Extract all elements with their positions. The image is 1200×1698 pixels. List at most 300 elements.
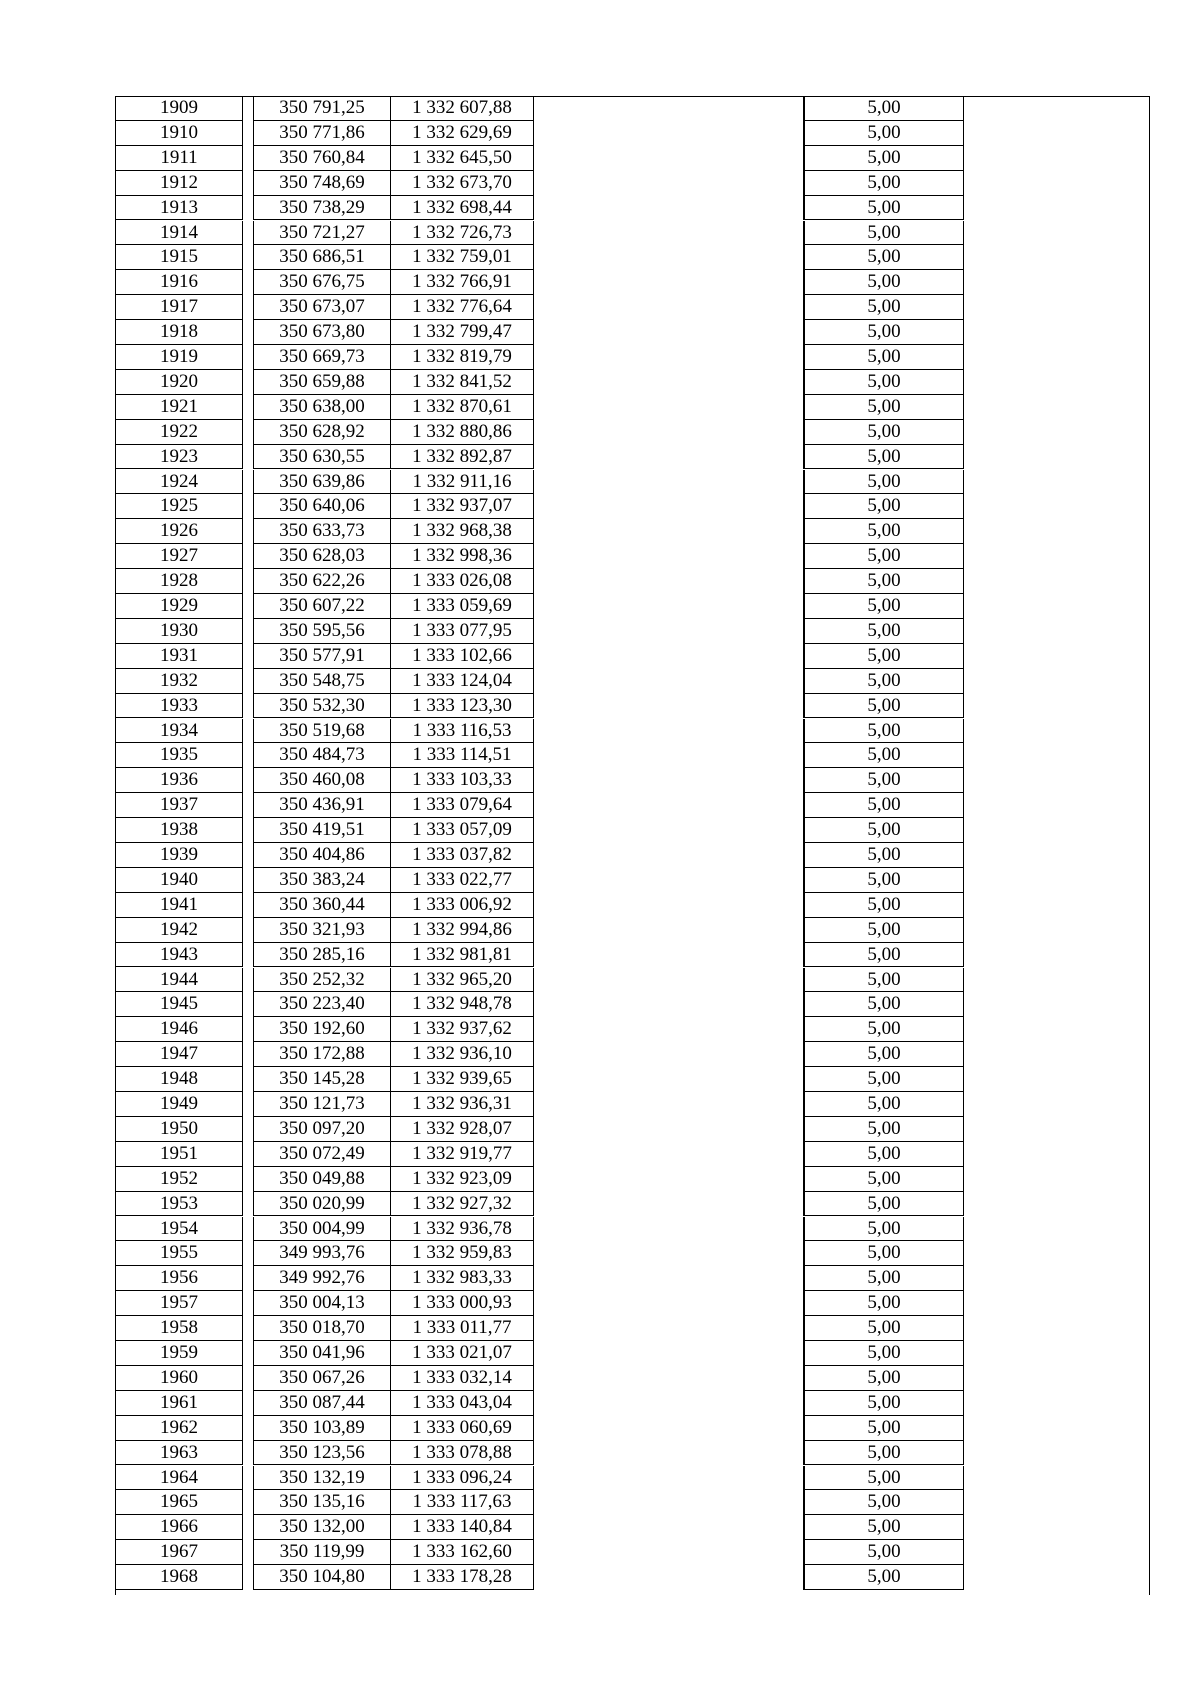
point-number-cell: 1930: [115, 619, 243, 644]
x-coordinate-cell: 350 791,25: [253, 96, 391, 121]
trailing-empty-cell: [964, 768, 1149, 793]
y-coordinate-cell: 1 333 140,84: [391, 1515, 534, 1540]
x-coordinate-cell: 350 223,40: [253, 992, 391, 1017]
trailing-empty-cell: [964, 146, 1149, 171]
trailing-empty-cell: [964, 1416, 1149, 1441]
value-cell: 5,00: [804, 868, 964, 893]
x-coordinate-cell: 350 097,20: [253, 1117, 391, 1142]
value-cell: 5,00: [804, 395, 964, 420]
trailing-empty-cell: [964, 843, 1149, 868]
value-cell: 5,00: [804, 1515, 964, 1540]
point-number-cell: 1958: [115, 1316, 243, 1341]
y-coordinate-cell: 1 332 939,65: [391, 1067, 534, 1092]
y-coordinate-cell: 1 332 928,07: [391, 1117, 534, 1142]
y-coordinate-cell: 1 332 698,44: [391, 196, 534, 221]
x-coordinate-cell: 350 145,28: [253, 1067, 391, 1092]
x-coordinate-cell: 350 119,99: [253, 1540, 391, 1565]
x-coordinate-cell: 350 460,08: [253, 768, 391, 793]
point-number-cell: 1922: [115, 420, 243, 445]
point-number-cell: 1920: [115, 370, 243, 395]
empty-cell: [534, 345, 804, 370]
table-row: [115, 793, 1149, 818]
y-coordinate-cell: 1 333 043,04: [391, 1391, 534, 1416]
table-row: [115, 345, 1149, 370]
point-number-cell: 1943: [115, 943, 243, 968]
empty-cell: [534, 221, 804, 246]
x-coordinate-cell: 350 673,80: [253, 320, 391, 345]
point-number-cell: 1945: [115, 992, 243, 1017]
x-coordinate-cell: 350 676,75: [253, 270, 391, 295]
x-coordinate-cell: 350 004,99: [253, 1217, 391, 1242]
empty-cell: [534, 918, 804, 943]
y-coordinate-cell: 1 333 124,04: [391, 669, 534, 694]
value-cell: 5,00: [804, 445, 964, 470]
table-row: [115, 1341, 1149, 1366]
trailing-empty-cell: [964, 569, 1149, 594]
empty-cell: [534, 1540, 804, 1565]
y-coordinate-cell: 1 333 026,08: [391, 569, 534, 594]
x-coordinate-cell: 350 639,86: [253, 470, 391, 495]
table-row: [115, 270, 1149, 295]
y-coordinate-cell: 1 332 983,33: [391, 1266, 534, 1291]
x-coordinate-cell: 350 121,73: [253, 1092, 391, 1117]
y-coordinate-cell: 1 332 819,79: [391, 345, 534, 370]
table-row: [115, 1316, 1149, 1341]
y-coordinate-cell: 1 333 178,28: [391, 1565, 534, 1590]
empty-cell: [534, 943, 804, 968]
trailing-empty-cell: [964, 494, 1149, 519]
value-cell: 5,00: [804, 345, 964, 370]
table-row: [115, 694, 1149, 719]
y-coordinate-cell: 1 332 892,87: [391, 445, 534, 470]
point-number-cell: 1912: [115, 171, 243, 196]
point-number-cell: 1965: [115, 1490, 243, 1515]
value-cell: 5,00: [804, 1142, 964, 1167]
value-cell: 5,00: [804, 1017, 964, 1042]
empty-cell: [534, 470, 804, 495]
trailing-empty-cell: [964, 245, 1149, 270]
trailing-empty-cell: [964, 818, 1149, 843]
y-coordinate-cell: 1 332 998,36: [391, 544, 534, 569]
empty-cell: [534, 992, 804, 1017]
value-cell: 5,00: [804, 1241, 964, 1266]
y-coordinate-cell: 1 332 673,70: [391, 171, 534, 196]
point-number-cell: 1948: [115, 1067, 243, 1092]
trailing-empty-cell: [964, 743, 1149, 768]
point-number-cell: 1953: [115, 1192, 243, 1217]
point-number-cell: 1952: [115, 1167, 243, 1192]
x-coordinate-cell: 350 659,88: [253, 370, 391, 395]
empty-cell: [534, 320, 804, 345]
empty-cell: [534, 569, 804, 594]
value-cell: 5,00: [804, 1540, 964, 1565]
point-number-cell: 1968: [115, 1565, 243, 1590]
empty-cell: [534, 1241, 804, 1266]
table-row: [115, 171, 1149, 196]
table-row: [115, 843, 1149, 868]
table-row: [115, 1565, 1149, 1590]
empty-cell: [534, 196, 804, 221]
value-cell: 5,00: [804, 519, 964, 544]
point-number-cell: 1914: [115, 221, 243, 246]
value-cell: 5,00: [804, 644, 964, 669]
value-cell: 5,00: [804, 196, 964, 221]
value-cell: 5,00: [804, 594, 964, 619]
table-row: [115, 1266, 1149, 1291]
point-number-cell: 1939: [115, 843, 243, 868]
table-row: [115, 1490, 1149, 1515]
table-row: [115, 96, 1149, 121]
y-coordinate-cell: 1 333 117,63: [391, 1490, 534, 1515]
table-row: [115, 1142, 1149, 1167]
point-number-cell: 1927: [115, 544, 243, 569]
value-cell: 5,00: [804, 171, 964, 196]
point-number-cell: 1942: [115, 918, 243, 943]
empty-cell: [534, 1515, 804, 1540]
point-number-cell: 1913: [115, 196, 243, 221]
trailing-empty-cell: [964, 1217, 1149, 1242]
y-coordinate-cell: 1 332 923,09: [391, 1167, 534, 1192]
value-cell: 5,00: [804, 843, 964, 868]
point-number-cell: 1955: [115, 1241, 243, 1266]
y-coordinate-cell: 1 332 965,20: [391, 968, 534, 993]
trailing-empty-cell: [964, 619, 1149, 644]
point-number-cell: 1929: [115, 594, 243, 619]
trailing-empty-cell: [964, 1266, 1149, 1291]
value-cell: 5,00: [804, 96, 964, 121]
point-number-cell: 1928: [115, 569, 243, 594]
trailing-empty-cell: [964, 992, 1149, 1017]
table-row: [115, 1441, 1149, 1466]
trailing-empty-cell: [964, 1241, 1149, 1266]
point-number-cell: 1924: [115, 470, 243, 495]
y-coordinate-cell: 1 332 937,07: [391, 494, 534, 519]
point-number-cell: 1919: [115, 345, 243, 370]
y-coordinate-cell: 1 333 103,33: [391, 768, 534, 793]
value-cell: 5,00: [804, 544, 964, 569]
x-coordinate-cell: 350 103,89: [253, 1416, 391, 1441]
empty-cell: [534, 146, 804, 171]
table-row: [115, 494, 1149, 519]
empty-cell: [534, 694, 804, 719]
table-row: [115, 1366, 1149, 1391]
empty-cell: [534, 420, 804, 445]
empty-cell: [534, 594, 804, 619]
value-cell: 5,00: [804, 1565, 964, 1590]
y-coordinate-cell: 1 333 057,09: [391, 818, 534, 843]
trailing-empty-cell: [964, 694, 1149, 719]
value-cell: 5,00: [804, 1266, 964, 1291]
x-coordinate-cell: 350 018,70: [253, 1316, 391, 1341]
trailing-empty-cell: [964, 1042, 1149, 1067]
trailing-empty-cell: [964, 968, 1149, 993]
point-number-cell: 1944: [115, 968, 243, 993]
table-row: [115, 1540, 1149, 1565]
x-coordinate-cell: 350 104,80: [253, 1565, 391, 1590]
x-coordinate-cell: 350 484,73: [253, 743, 391, 768]
trailing-empty-cell: [964, 345, 1149, 370]
x-coordinate-cell: 350 548,75: [253, 669, 391, 694]
trailing-empty-cell: [964, 1291, 1149, 1316]
y-coordinate-cell: 1 332 936,78: [391, 1217, 534, 1242]
value-cell: 5,00: [804, 470, 964, 495]
empty-cell: [534, 619, 804, 644]
value-cell: 5,00: [804, 918, 964, 943]
point-number-cell: 1961: [115, 1391, 243, 1416]
value-cell: 5,00: [804, 270, 964, 295]
empty-cell: [534, 171, 804, 196]
x-coordinate-cell: 350 004,13: [253, 1291, 391, 1316]
y-coordinate-cell: 1 332 759,01: [391, 245, 534, 270]
table-row: [115, 370, 1149, 395]
value-cell: 5,00: [804, 370, 964, 395]
x-coordinate-cell: 349 993,76: [253, 1241, 391, 1266]
empty-cell: [534, 1416, 804, 1441]
trailing-empty-cell: [964, 1515, 1149, 1540]
table-row: [115, 445, 1149, 470]
table-right-border: [1149, 96, 1150, 1595]
point-number-cell: 1936: [115, 768, 243, 793]
table-row: [115, 245, 1149, 270]
trailing-empty-cell: [964, 793, 1149, 818]
empty-cell: [534, 768, 804, 793]
table-row: [115, 1117, 1149, 1142]
table-row: [115, 395, 1149, 420]
point-number-cell: 1923: [115, 445, 243, 470]
x-coordinate-cell: 350 673,07: [253, 295, 391, 320]
empty-cell: [534, 1341, 804, 1366]
table-row: [115, 1291, 1149, 1316]
x-coordinate-cell: 350 087,44: [253, 1391, 391, 1416]
empty-cell: [534, 1490, 804, 1515]
trailing-empty-cell: [964, 1441, 1149, 1466]
trailing-empty-cell: [964, 1341, 1149, 1366]
y-coordinate-cell: 1 332 959,83: [391, 1241, 534, 1266]
empty-cell: [534, 494, 804, 519]
table-row: [115, 669, 1149, 694]
trailing-empty-cell: [964, 1167, 1149, 1192]
point-number-cell: 1947: [115, 1042, 243, 1067]
table-row: [115, 943, 1149, 968]
y-coordinate-cell: 1 332 629,69: [391, 121, 534, 146]
value-cell: 5,00: [804, 221, 964, 246]
point-number-cell: 1909: [115, 96, 243, 121]
table-row: [115, 1092, 1149, 1117]
empty-cell: [534, 1067, 804, 1092]
trailing-empty-cell: [964, 1117, 1149, 1142]
x-coordinate-cell: 350 123,56: [253, 1441, 391, 1466]
point-number-cell: 1917: [115, 295, 243, 320]
trailing-empty-cell: [964, 295, 1149, 320]
x-coordinate-cell: 350 607,22: [253, 594, 391, 619]
empty-cell: [534, 445, 804, 470]
point-number-cell: 1941: [115, 893, 243, 918]
point-number-cell: 1962: [115, 1416, 243, 1441]
x-coordinate-cell: 350 436,91: [253, 793, 391, 818]
point-number-cell: 1940: [115, 868, 243, 893]
y-coordinate-cell: 1 332 726,73: [391, 221, 534, 246]
x-coordinate-cell: 350 721,27: [253, 221, 391, 246]
x-coordinate-cell: 350 135,16: [253, 1490, 391, 1515]
value-cell: 5,00: [804, 494, 964, 519]
x-coordinate-cell: 350 738,29: [253, 196, 391, 221]
y-coordinate-cell: 1 332 911,16: [391, 470, 534, 495]
y-coordinate-cell: 1 332 936,31: [391, 1092, 534, 1117]
table-row: [115, 918, 1149, 943]
table-row: [115, 121, 1149, 146]
empty-cell: [534, 719, 804, 744]
point-number-cell: 1954: [115, 1217, 243, 1242]
point-number-cell: 1946: [115, 1017, 243, 1042]
x-coordinate-cell: 350 419,51: [253, 818, 391, 843]
x-coordinate-cell: 350 628,03: [253, 544, 391, 569]
point-number-cell: 1959: [115, 1341, 243, 1366]
y-coordinate-cell: 1 332 948,78: [391, 992, 534, 1017]
x-coordinate-cell: 350 041,96: [253, 1341, 391, 1366]
point-number-cell: 1931: [115, 644, 243, 669]
table-row: [115, 743, 1149, 768]
table-row: [115, 295, 1149, 320]
y-coordinate-cell: 1 332 645,50: [391, 146, 534, 171]
x-coordinate-cell: 350 519,68: [253, 719, 391, 744]
value-cell: 5,00: [804, 245, 964, 270]
table-row: [115, 818, 1149, 843]
y-coordinate-cell: 1 332 841,52: [391, 370, 534, 395]
empty-cell: [534, 968, 804, 993]
trailing-empty-cell: [964, 221, 1149, 246]
y-coordinate-cell: 1 333 059,69: [391, 594, 534, 619]
point-number-cell: 1933: [115, 694, 243, 719]
value-cell: 5,00: [804, 1042, 964, 1067]
y-coordinate-cell: 1 332 880,86: [391, 420, 534, 445]
point-number-cell: 1957: [115, 1291, 243, 1316]
empty-cell: [534, 893, 804, 918]
y-coordinate-cell: 1 333 022,77: [391, 868, 534, 893]
trailing-empty-cell: [964, 445, 1149, 470]
value-cell: 5,00: [804, 1067, 964, 1092]
trailing-empty-cell: [964, 1192, 1149, 1217]
empty-cell: [534, 1316, 804, 1341]
x-coordinate-cell: 350 532,30: [253, 694, 391, 719]
empty-cell: [534, 1391, 804, 1416]
trailing-empty-cell: [964, 1490, 1149, 1515]
table-row: [115, 221, 1149, 246]
empty-cell: [534, 1117, 804, 1142]
y-coordinate-cell: 1 332 936,10: [391, 1042, 534, 1067]
table-row: [115, 719, 1149, 744]
trailing-empty-cell: [964, 519, 1149, 544]
value-cell: 5,00: [804, 619, 964, 644]
trailing-empty-cell: [964, 1316, 1149, 1341]
y-coordinate-cell: 1 332 766,91: [391, 270, 534, 295]
x-coordinate-cell: 350 640,06: [253, 494, 391, 519]
trailing-empty-cell: [964, 1366, 1149, 1391]
point-number-cell: 1926: [115, 519, 243, 544]
empty-cell: [534, 1017, 804, 1042]
y-coordinate-cell: 1 333 077,95: [391, 619, 534, 644]
value-cell: 5,00: [804, 569, 964, 594]
empty-cell: [534, 1092, 804, 1117]
y-coordinate-cell: 1 333 102,66: [391, 644, 534, 669]
x-coordinate-cell: 350 595,56: [253, 619, 391, 644]
value-cell: 5,00: [804, 320, 964, 345]
empty-cell: [534, 270, 804, 295]
trailing-empty-cell: [964, 395, 1149, 420]
point-number-cell: 1934: [115, 719, 243, 744]
point-number-cell: 1951: [115, 1142, 243, 1167]
point-number-cell: 1918: [115, 320, 243, 345]
table-row: [115, 1466, 1149, 1491]
empty-cell: [534, 743, 804, 768]
value-cell: 5,00: [804, 818, 964, 843]
value-cell: 5,00: [804, 992, 964, 1017]
x-coordinate-cell: 350 638,00: [253, 395, 391, 420]
trailing-empty-cell: [964, 1017, 1149, 1042]
point-number-cell: 1963: [115, 1441, 243, 1466]
y-coordinate-cell: 1 333 006,92: [391, 893, 534, 918]
empty-cell: [534, 793, 804, 818]
x-coordinate-cell: 350 383,24: [253, 868, 391, 893]
empty-cell: [534, 121, 804, 146]
value-cell: 5,00: [804, 943, 964, 968]
table-row: [115, 868, 1149, 893]
empty-cell: [534, 868, 804, 893]
x-coordinate-cell: 350 132,19: [253, 1466, 391, 1491]
y-coordinate-cell: 1 333 079,64: [391, 793, 534, 818]
empty-cell: [534, 1042, 804, 1067]
table-row: [115, 569, 1149, 594]
empty-cell: [534, 1291, 804, 1316]
table-row: [115, 1067, 1149, 1092]
point-number-cell: 1932: [115, 669, 243, 694]
table-row: [115, 619, 1149, 644]
x-coordinate-cell: 350 760,84: [253, 146, 391, 171]
table-row: [115, 320, 1149, 345]
table-row: [115, 968, 1149, 993]
point-number-cell: 1925: [115, 494, 243, 519]
value-cell: 5,00: [804, 1416, 964, 1441]
y-coordinate-cell: 1 332 799,47: [391, 320, 534, 345]
y-coordinate-cell: 1 332 968,38: [391, 519, 534, 544]
trailing-empty-cell: [964, 470, 1149, 495]
x-coordinate-cell: 350 771,86: [253, 121, 391, 146]
y-coordinate-cell: 1 332 994,86: [391, 918, 534, 943]
empty-cell: [534, 96, 804, 121]
x-coordinate-cell: 350 669,73: [253, 345, 391, 370]
point-number-cell: 1960: [115, 1366, 243, 1391]
empty-cell: [534, 544, 804, 569]
y-coordinate-cell: 1 333 123,30: [391, 694, 534, 719]
trailing-empty-cell: [964, 719, 1149, 744]
value-cell: 5,00: [804, 295, 964, 320]
table-row: [115, 1017, 1149, 1042]
table-row: [115, 420, 1149, 445]
x-coordinate-cell: 350 285,16: [253, 943, 391, 968]
trailing-empty-cell: [964, 320, 1149, 345]
trailing-empty-cell: [964, 370, 1149, 395]
trailing-empty-cell: [964, 1092, 1149, 1117]
trailing-empty-cell: [964, 544, 1149, 569]
trailing-empty-cell: [964, 868, 1149, 893]
x-coordinate-cell: 350 686,51: [253, 245, 391, 270]
empty-cell: [534, 669, 804, 694]
empty-cell: [534, 295, 804, 320]
trailing-empty-cell: [964, 196, 1149, 221]
y-coordinate-cell: 1 333 000,93: [391, 1291, 534, 1316]
x-coordinate-cell: 350 577,91: [253, 644, 391, 669]
value-cell: 5,00: [804, 420, 964, 445]
point-number-cell: 1921: [115, 395, 243, 420]
